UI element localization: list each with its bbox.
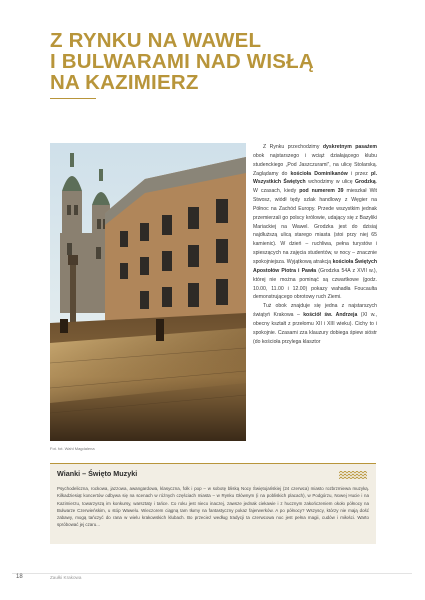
highlighted-phrase: pod numerem 39 <box>299 188 344 195</box>
body-paragraph <box>253 302 377 346</box>
highlighted-phrase: pl. Wszystkich Świętych <box>253 170 377 186</box>
text-run: Tuż obok znajduje się jedna z najstarszych świątyń Krakowa – <box>253 303 377 319</box>
photo-credit: Fot. fot. Wahl Magdalena <box>50 446 95 451</box>
title-underline <box>50 98 96 99</box>
text-run: i przez <box>347 170 371 177</box>
body-text <box>253 143 377 346</box>
zigzag-ornament-icon <box>339 471 367 479</box>
running-footer: Zaułki Krakowa <box>50 575 82 580</box>
info-box-title: Wianki – Święto Muzyki <box>57 469 138 478</box>
highlighted-phrase: kościoła Świętych Apostołów Piotra i Pawła <box>253 258 377 274</box>
chapter-title <box>50 30 390 93</box>
text-run: wchodzimy w ulicę <box>305 179 355 186</box>
highlighted-phrase: Grodzką <box>354 179 376 186</box>
footer-divider <box>12 573 412 574</box>
street-photo-illustration <box>50 143 246 441</box>
street-photo <box>50 143 246 441</box>
chapter-title-line: I BULWARAMI NAD WISŁĄ <box>50 50 314 73</box>
text-run: . W czasach, kiedy <box>253 179 377 195</box>
text-run: (Grodzka 54A z XVII w.), której nie można pominąć są czwartkowe (godz. 10.00, 11.00 i 12.00) pokazy wahadła Foucaulta demonstrującego obrotowy ruch Ziemi. <box>253 267 377 301</box>
chapter-title-line: NA KAZIMIERZ <box>50 71 199 94</box>
text-run: (XI w., obecny kształt z przełomu XII i XIII wieku). Cichy to i spokojnie. Czasami zza klauzury dobiega śpiew sióstr (do kościoła przylega klasztor <box>253 312 377 345</box>
body-paragraph <box>253 143 377 302</box>
highlighted-phrase: kościół św. Andrzeja <box>303 312 358 319</box>
page-number: 18 <box>16 574 23 580</box>
text-run: obok najstarszego i wciąż działającego klubu studenckiego „Pod Jaszczurami”, na ulicę Stolarską. Zaglądamy do <box>253 152 377 177</box>
highlighted-phrase: dyskretnym pasażem <box>322 144 377 150</box>
chapter-title-line: Z RYNKU NA WAWEL <box>50 29 262 52</box>
highlighted-phrase: kościoła Dominikanów <box>290 170 348 177</box>
info-box-text: Psychodeliczna, rockowa, jazzowa, awangardowa, klasyczna, folk i pop – w sobotę bliską Nocy Świętojańskiej (24 czerwca) miasto rozbrzmiewa muzyką. Kilkadziesiąt koncertów odbywa się na scenach w różnych częściach miasta – w Rynku Głównym (i na pobliskich placach), w Podgórzu, Nowej Hucie i na Kazimierzu, towarzyszą im konkursy, warsztaty i tańce. Co roku jest nieco inaczej, zawsze jednak ciekawie i z hucznym zakończeniem około północy na Bulwarze Czerwieńskim, u stóp Wawelu. Wieczorem ciągną tam tłumy na fantastyczny pokaz fajerwerków. A po północy? Wszyscy, którzy nie mają dość zabawy, mogą tańczyć do rana w wielu krakowskich klubach. Bo przecież według tradycji ta czerwcowa noc jest pełna magii, cudów i miłości. Warto spróbować jej czaru... <box>57 486 369 528</box>
info-box <box>50 463 376 544</box>
text-run: Z Rynku przechodzimy <box>263 144 323 150</box>
text-run: mieszkał Wit Stwosz, wiódł tędy szlak handlowy z Węgier na Północ na Zachód Europy. Przede wszystkim jednak przemierzali go polscy królowie, udający się z Bazyliki Mariackiej na Wawel. Grodzka jest do dzisiaj najdłuższą ulicą starego miasta (stoi przy niej 65 kamienic). W dzień – ruchliwa, pełna turystów i spieszących na zajęcia studentów, w nocy – znacznie spokojniejsza. Wyjątkową atrakcją <box>253 188 377 265</box>
